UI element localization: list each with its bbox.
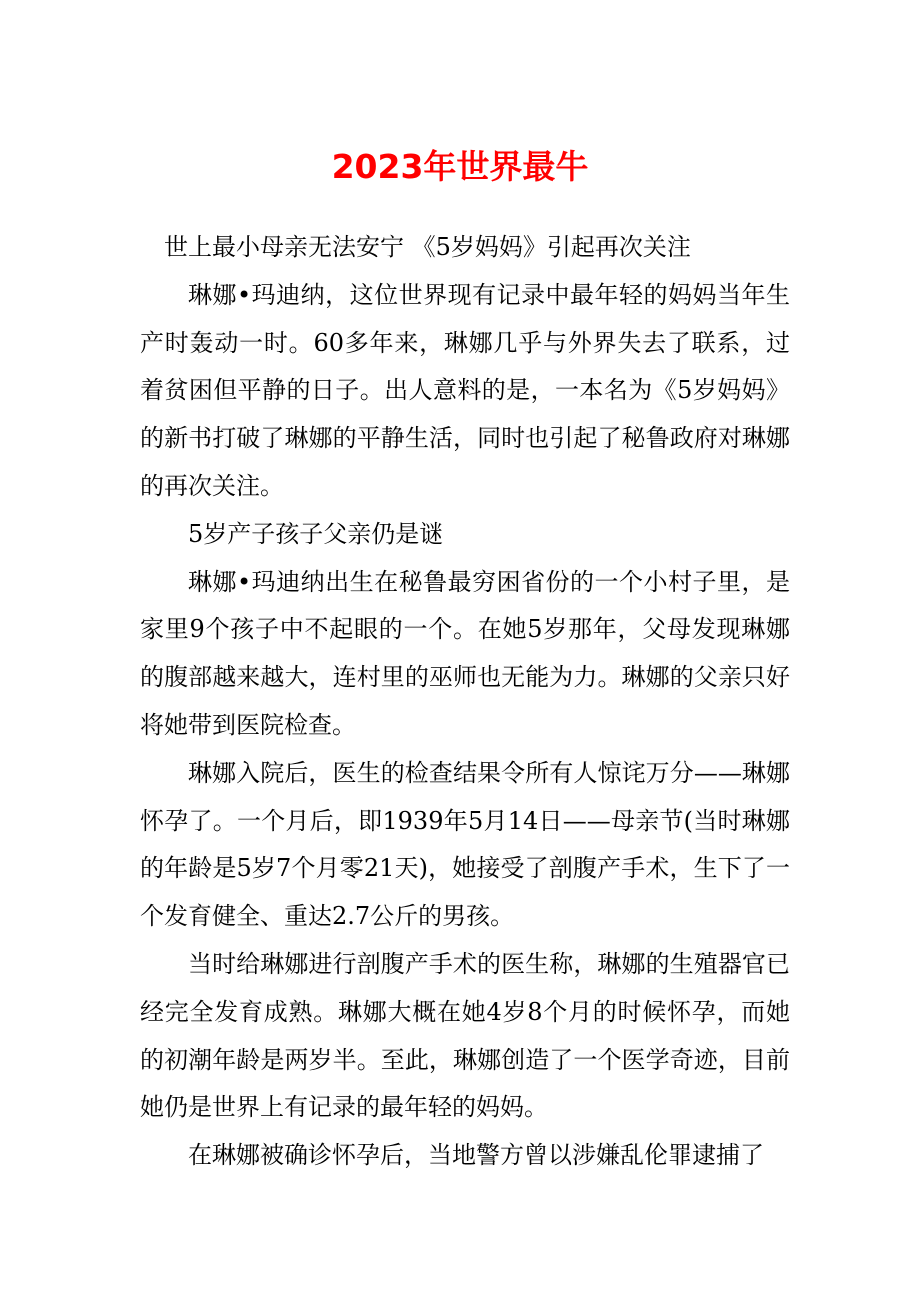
paragraph-doctor: 当时给琳娜进行剖腹产手术的医生称，琳娜的生殖器官已经完全发育成熟。琳娜大概在她4岁8个月的时候怀孕，而她的初潮年龄是两岁半。至此，琳娜创造了一个医学奇迹，目前她仍是世界上有记录的最年轻的妈妈。 [140,949,790,1122]
section-heading: 5岁产子孩子父亲仍是谜 [188,519,444,548]
subheading: 世上最小母亲无法安宁 《5岁妈妈》引起再次关注 [164,233,691,261]
paragraph-pregnancy: 琳娜入院后，医生的检查结果令所有人惊诧万分——琳娜怀孕了。一个月后，即1939年5月14日——母亲节(当时琳娜的年龄是5岁7个月零21天)，她接受了剖腹产手术，生下了一个发育健全、重达2.7公斤的男孩。 [140,758,790,931]
paragraph-intro: 琳娜•玛迪纳，这位世界现有记录中最年轻的妈妈当年生产时轰动一时。60多年来，琳娜几乎与外界失去了联系，过着贫困但平静的日子。出人意料的是，一本名为《5岁妈妈》的新书打破了琳娜的平静生活，同时也引起了秘鲁政府对琳娜的再次关注。 [140,280,790,500]
paragraph-police: 在琳娜被确诊怀孕后，当地警方曾以涉嫌乱伦罪逮捕了 [188,1141,764,1170]
document-title: 2023年世界最牛 [331,147,589,186]
document-body [140,224,790,1180]
paragraph-birth: 琳娜•玛迪纳出生在秘鲁最穷困省份的一个小村子里，是家里9个孩子中不起眼的一个。在她5岁那年，父母发现琳娜的腹部越来越大，连村里的巫师也无能为力。琳娜的父亲只好将她带到医院检查。 [140,567,790,739]
